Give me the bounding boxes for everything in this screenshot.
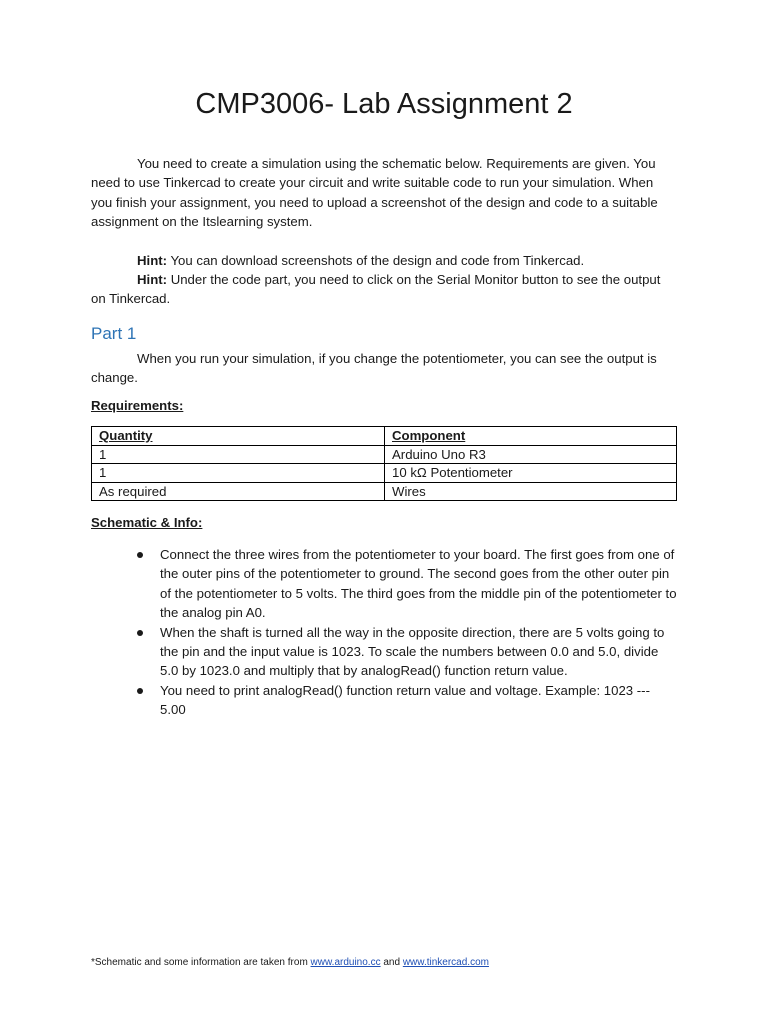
component-cell: Wires <box>385 482 677 501</box>
intro-paragraph: You need to create a simulation using the schematic below. Requirements are given. You need to use Tinkercad to create your circuit and write suitable code to run your simulation. When you finish your assignment, you need to upload a screenshot of the design and code to a suitable assignment on the Itslearning system. <box>91 156 658 230</box>
bullet-icon <box>137 552 143 558</box>
quantity-cell: 1 <box>92 464 385 483</box>
quantity-cell: 1 <box>92 445 385 464</box>
footnote-middle: and <box>380 957 403 968</box>
bullet-icon <box>137 688 143 694</box>
bullet-text: Connect the three wires from the potentiometer to your board. The first goes from one of the outer pins of the potentiometer to ground. The second goes from the other outer pin of the potentiometer to 5 volts. The third goes from the middle pin of the potentiometer to the analog pin A0. <box>160 547 677 621</box>
hint-text: You can download screenshots of the design and code from Tinkercad. <box>167 253 585 268</box>
list-item <box>91 545 677 623</box>
bullet-icon <box>137 630 143 636</box>
requirements-table <box>91 426 677 501</box>
component-cell: Arduino Uno R3 <box>385 445 677 464</box>
table-row <box>92 482 677 501</box>
hint-text: Under the code part, you need to click on the Serial Monitor button to see the output on Tinkercad. <box>91 272 661 307</box>
bullet-text: When the shaft is turned all the way in the opposite direction, there are 5 volts going to the pin and the input value is 1023. To scale the numbers between 0.0 and 5.0, divide 5.0 by 1023.0 and multiply that by analogRead() function return value. <box>160 624 665 679</box>
list-item <box>91 681 677 720</box>
quantity-cell: As required <box>92 482 385 501</box>
part-1-paragraph: When you run your simulation, if you change the potentiometer, you can see the output is change. <box>91 351 657 386</box>
column-header-quantity: Quantity <box>92 427 385 446</box>
hint-paragraph-1 <box>91 251 677 270</box>
table-row <box>92 445 677 464</box>
tinkercad-link[interactable]: www.tinkercad.com <box>402 957 489 968</box>
arduino-link[interactable]: www.arduino.cc <box>310 957 381 968</box>
table-header-row <box>92 427 677 446</box>
hint-paragraph-2 <box>91 270 677 309</box>
list-item <box>91 623 677 681</box>
part-1-heading: Part 1 <box>91 324 137 343</box>
schematic-heading: Schematic & Info: <box>91 515 203 530</box>
hint-label: Hint: <box>137 253 168 268</box>
bullet-text: You need to print analogRead() function return value and voltage. Example: 1023 --- 5.00 <box>160 682 650 718</box>
schematic-bullet-list <box>91 545 677 720</box>
page-title: CMP3006- Lab Assignment 2 <box>195 88 573 120</box>
footnote <box>91 957 489 968</box>
component-cell: 10 kΩ Potentiometer <box>385 464 677 483</box>
hint-label: Hint: <box>137 272 168 287</box>
document-page <box>91 0 677 1024</box>
requirements-heading: Requirements: <box>91 398 184 413</box>
column-header-component: Component <box>385 427 677 446</box>
table-row <box>92 464 677 483</box>
footnote-prefix: *Schematic and some information are taken from <box>91 957 311 968</box>
